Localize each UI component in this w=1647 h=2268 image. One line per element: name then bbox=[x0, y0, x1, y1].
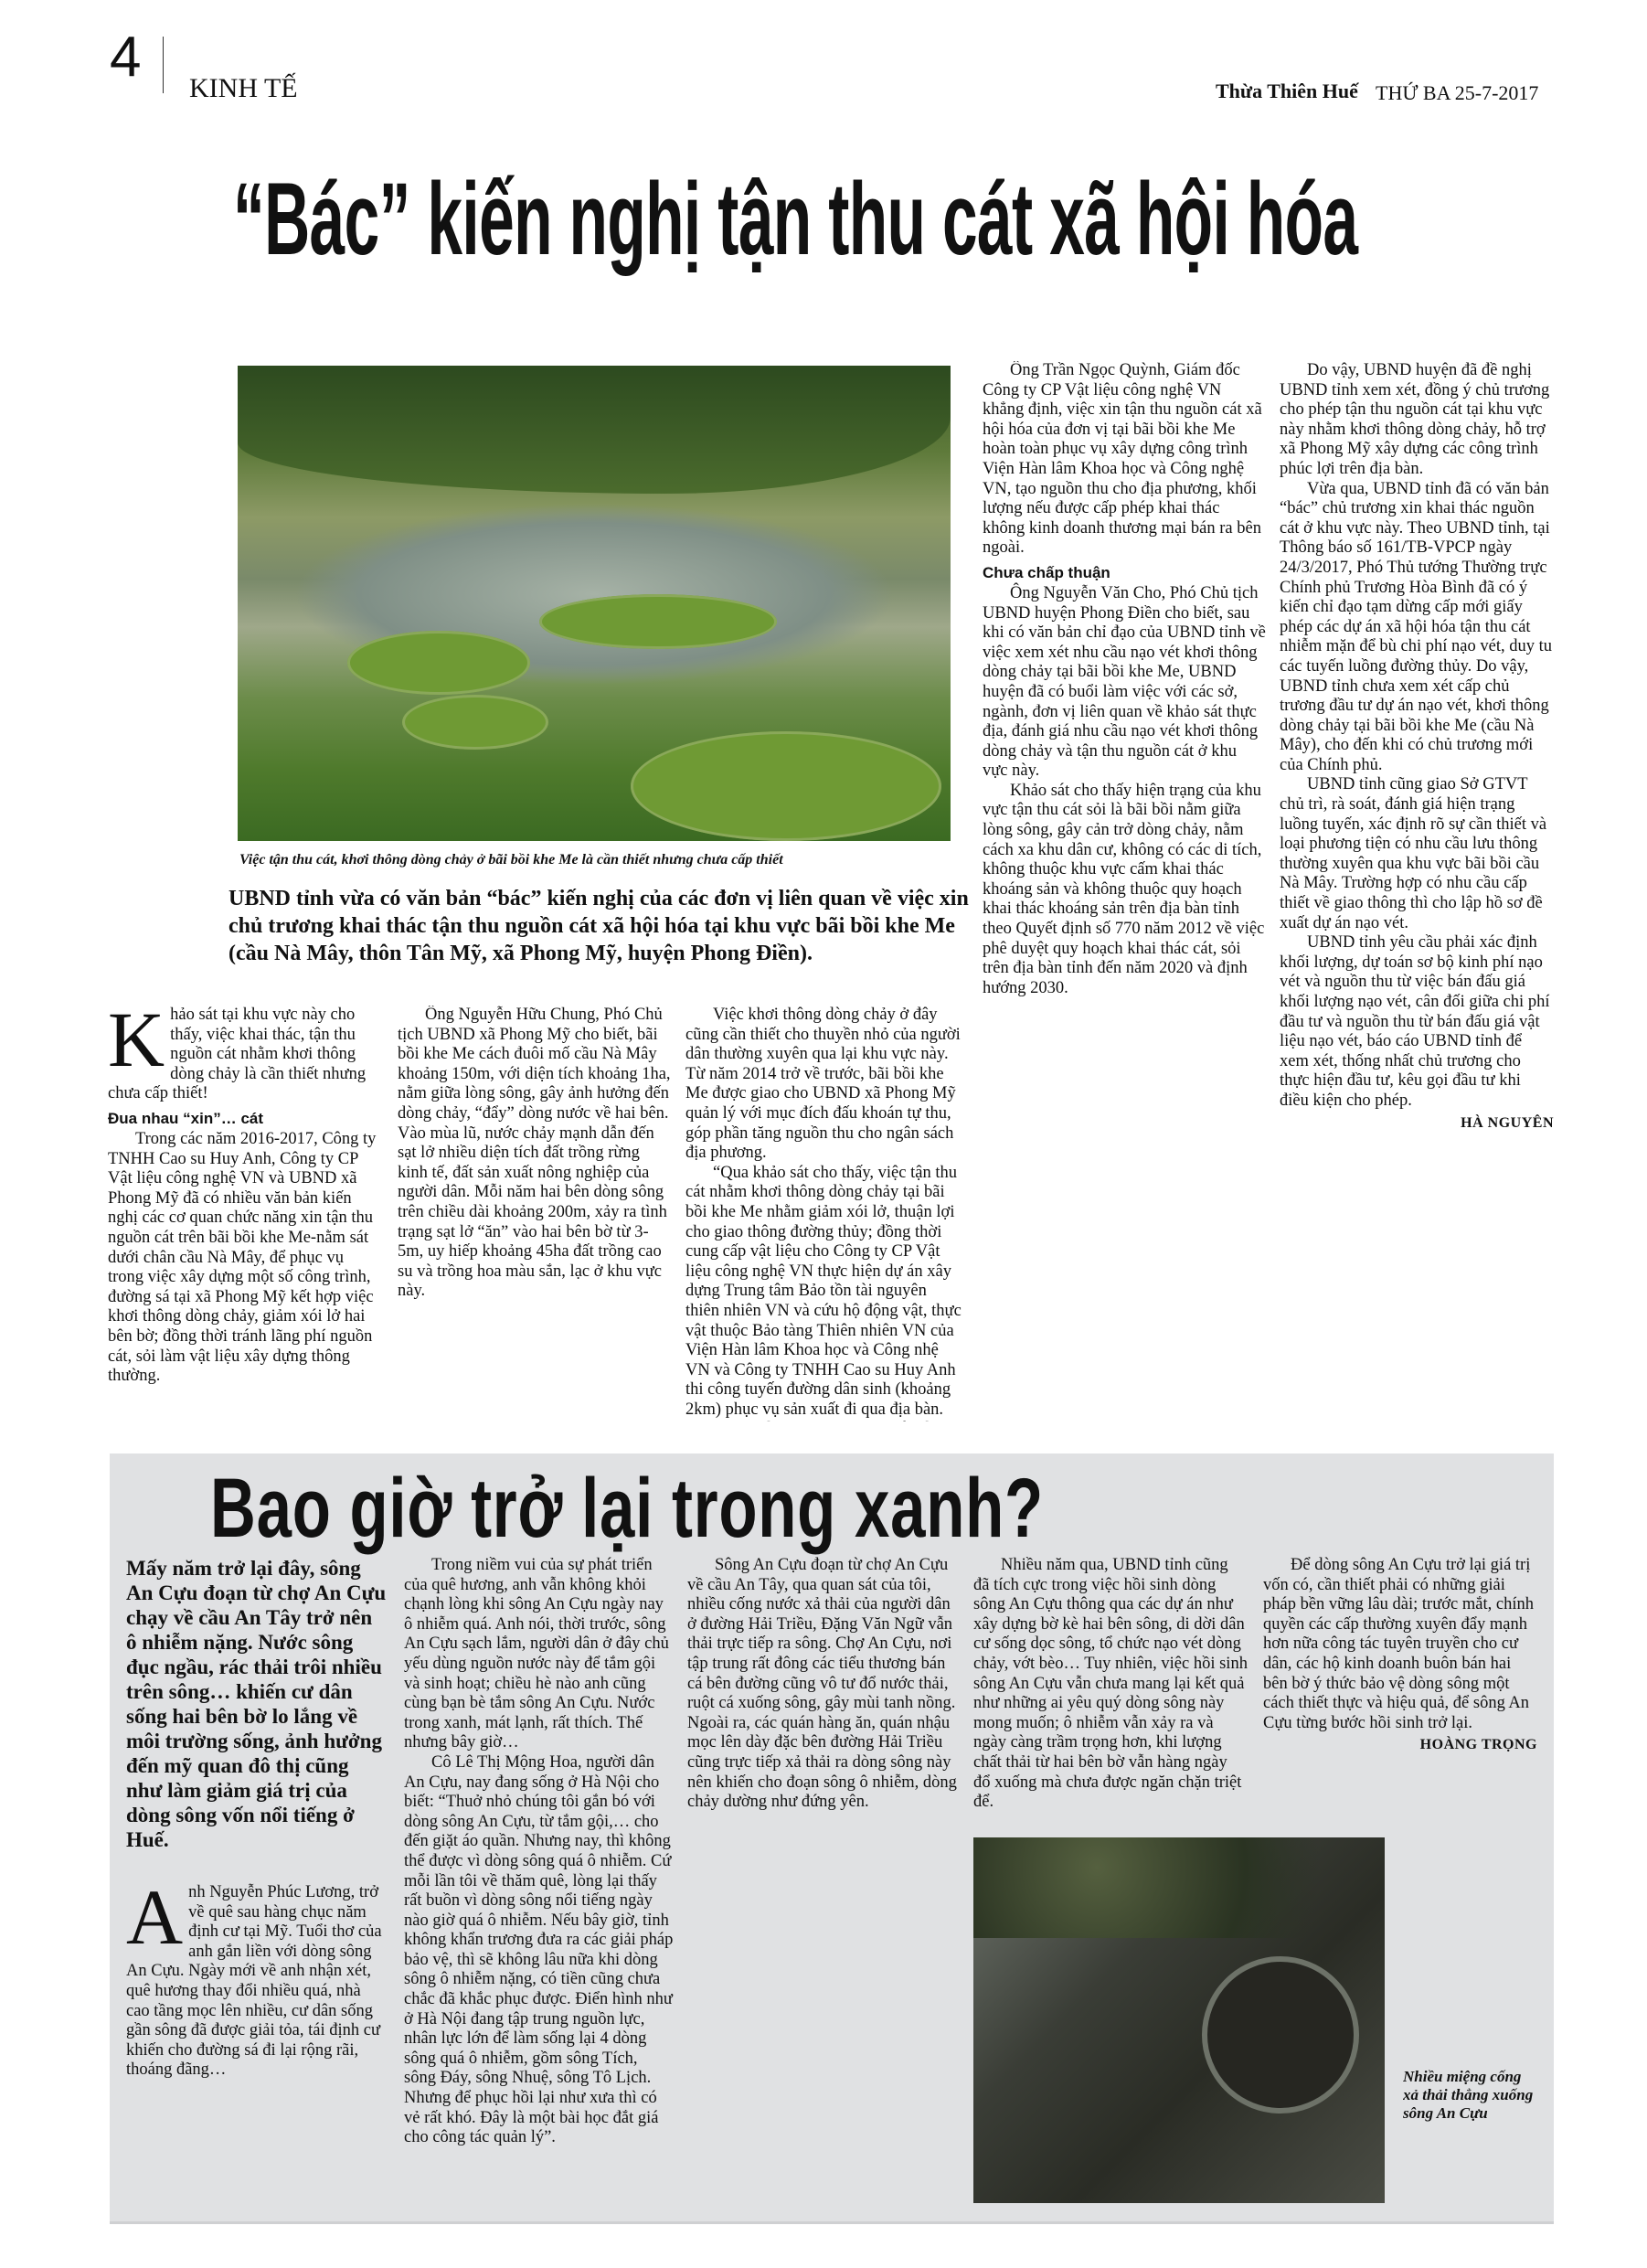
article2-paragraph: Để dòng sông An Cựu trở lại giá trị vốn có, cần thiết phải có những giải pháp bền vững lâu dài; trước mắt, chính quyền các cấp thường xuyên đẩy mạnh hơn nữa công tác tuyên truyền cho cư dân, các hộ kinh doanh buôn bán hai bên bờ ý thức bảo vệ dòng sông một cách thiết thực và hiệu quả, để sông An Cựu từng bước hồi sinh trở lại. bbox=[1263, 1556, 1534, 1732]
article1-lead: UBND tỉnh vừa có văn bản “bác” kiến nghị của các đơn vị liên quan về việc xin chủ trương khai thác tận thu nguồn cát xã hội hóa tại khu vực bãi bồi khe Me (cầu Nà Mây, thôn Tân Mỹ, xã Phong Mỹ, huyện Phong Điền). bbox=[228, 887, 969, 965]
article1-headline: “Bác” kiến nghị tận thu cát xã hội hóa bbox=[233, 162, 1358, 276]
article1-column-5 bbox=[1280, 361, 1554, 1426]
article2-intro: nh Nguyễn Phúc Lương, trở về quê sau hàng chục năm định cư tại Mỹ. Tuổi thơ của anh gắn liền với dòng sông An Cựu. Ngày mới về anh nhận xét, quê hương thay đổi nhiều quá, nhà cao tầng mọc lên nhiều, cư dân sống gần sông đã được giải tỏa, tái định cư khiến cho đường sá đi lại rộng rãi, thoáng đãng… bbox=[126, 1883, 382, 2080]
article1-paragraph: Khảo sát cho thấy hiện trạng của khu vực tận thu cát sỏi là bãi bồi nằm giữa lòng sông, gây cản trở dòng chảy, nằm cách xa khu dân cư, không có các di tích, không thuộc khu vực cấm khai thác khoáng sản và không thuộc quy hoạch khai thác khoáng sản trên địa bàn tỉnh theo Quyết định số 770 năm 2012 về việc phê duyệt quy hoạch khai thác cát, sỏi trên địa bàn tỉnh đến năm 2020 và định hướng 2030. bbox=[983, 781, 1265, 997]
article2-column-3 bbox=[687, 1556, 960, 2207]
sewer-pipe-shape bbox=[1202, 1956, 1359, 2114]
dropcap-a: A bbox=[126, 1883, 184, 1961]
article1-paragraph: Ông Nguyễn Văn Cho, Phó Chủ tịch UBND huyện Phong Điền cho biết, sau khi có văn bản chỉ đạo của UBND tỉnh về việc xem xét nhu cầu nạo vét khơi thông dòng chảy tại bãi bồi khe Me, UBND huyện đã có buổi làm việc với các sở, ngành, đơn vị liên quan về khảo sát thực địa, đánh giá nhu cầu nạo vét khơi thông dòng chảy và tận thu nguồn cát ở khu vực này. bbox=[983, 583, 1266, 781]
forest-hill-shape bbox=[238, 366, 951, 494]
tree-leaves-shape bbox=[973, 1837, 1385, 1938]
article2-paragraph: Trong niềm vui của sự phát triển của quê hương, anh vẫn không khỏi chạnh lòng khi sông An Cựu ngày nay ô nhiễm quá. Anh nói, thời trước, sông An Cựu sạch lắm, người dân ở đây chủ yếu dùng nguồn nước này để tắm gội và sinh hoạt; chiều hè nào anh cũng cùng bạn bè tắm sông An Cựu. Nước trong xanh, mát lạnh, rất thích. Thế nhưng bây giờ… bbox=[404, 1556, 669, 1752]
sewer-outlet-photo bbox=[973, 1837, 1385, 2203]
masthead-divider bbox=[163, 37, 164, 93]
grass-island-shape bbox=[402, 695, 548, 750]
article1-paragraph: Việc khơi thông dòng chảy ở đây cũng cần thiết cho thuyền nhỏ của người dân thường xuyên qua lại khu vực này. Từ năm 2014 trở về trước, bãi bồi khe Me được giao cho UBND xã Phong Mỹ quản lý với mục đích đấu khoán tự thu, góp phần tăng nguồn thu cho ngân sách địa phương. bbox=[685, 1006, 961, 1163]
article1-paragraph: Do vậy, UBND huyện đã đề nghị UBND tỉnh xem xét, đồng ý chủ trương cho phép tận thu nguồn cát tại khu vực này nhằm khơi thông dòng chảy, hỗ trợ xã Phong Mỹ xây dựng các công trình phúc lợi trên địa bàn. bbox=[1280, 361, 1550, 478]
subheading-dua-nhau-xin-cat: Đua nhau “xin”… cát bbox=[108, 1109, 264, 1127]
page-number: 4 bbox=[110, 26, 142, 89]
grass-island-shape bbox=[347, 631, 530, 695]
article1-column-2 bbox=[398, 1006, 672, 1421]
article1-column-3 bbox=[685, 1006, 964, 1421]
article2-lead: Mấy năm trở lại đây, sông An Cựu đoạn từ chợ An Cựu chạy về cầu An Tây trở nên ô nhiễm nặng. Nước sông đục ngầu, rác thải trôi nhiều trên sông… khiến cư dân sống hai bên bờ lo lắng về môi trường sống, ảnh hưởng đến mỹ quan đô thị cũng như làm giảm giá trị của dòng sông vốn nổi tiếng ở Huế. bbox=[126, 1557, 387, 1851]
river-sandbar-photo bbox=[238, 366, 951, 841]
photo1-caption: Việc tận thu cát, khơi thông dòng chảy ở bãi bồi khe Me là cần thiết nhưng chưa cấp thiết bbox=[239, 852, 783, 868]
section-name: KINH TẾ bbox=[189, 73, 298, 103]
article2-column-2 bbox=[404, 1556, 674, 2207]
article1-byline: HÀ NGUYÊN bbox=[1461, 1114, 1554, 1131]
dropcap-k: K bbox=[108, 1006, 165, 1083]
newspaper-name: Thừa Thiên Huế bbox=[1216, 80, 1358, 102]
article2-paragraph: Cô Lê Thị Mộng Hoa, người dân An Cựu, nay đang sống ở Hà Nội cho biết: “Thuở nhỏ chúng tôi gắn bó với dòng sông An Cựu, từ tắm gội,… cho đến giặt áo quần. Nhưng nay, thì không thể được vì dòng sông quá ô nhiễm. Cứ mỗi lần tôi về thăm quê, lòng lại thấy rất buồn vì dòng sông nổi tiếng ngày nào giờ quá ô nhiễm. Nếu bây giờ, tỉnh không khẩn trương đưa ra các giải pháp bảo vệ, thì sẽ không lâu nữa khi dòng sông ô nhiễm nặng, có tiền cũng chưa chắc đã khắc phục được. Điển hình như ở Hà Nội đang tập trung nguồn lực, nhân lực lớn để làm sống lại 4 dòng sông quá ô nhiễm, gồm sông Tích, sông Đáy, sông Nhuệ, sông Tô Lịch. Nhưng để phục hồi lại như xưa thì có vẻ rất khó. Đây là một bài học đắt giá cho công tác quản lý”. bbox=[404, 1752, 674, 2147]
photo2-caption: Nhiều miệng cống xả thải thẳng xuống sông An Cựu bbox=[1403, 2068, 1534, 2122]
article2-paragraph: Sông An Cựu đoạn từ chợ An Cựu về cầu An Tây, qua quan sát của tôi, nhiều cống nước xả thải của người dân ở đường Hải Triều, Đặng Văn Ngữ vẫn thải trực tiếp ra sông. Chợ An Cựu, nơi tập trung rất đông các tiểu thương bán cá bên đường cũng vô tư đổ nước thải, ruột cá xuống sông, gây mùi tanh nồng. Ngoài ra, các quán hàng ăn, quán nhậu mọc lên dày đặc bên đường Hải Triều cũng trực tiếp xả thải ra dòng sông này nên khiến cho đoạn sông ô nhiễm, dòng chảy dường như đứng yên. bbox=[687, 1556, 957, 1812]
article1-column-4 bbox=[983, 361, 1266, 1421]
article2-column-1 bbox=[126, 1883, 387, 2208]
article1-paragraph: UBND tỉnh cũng giao Sở GTVT chủ trì, rà soát, đánh giá hiện trạng luồng tuyến, xác định rõ sự cần thiết và loại phương tiện có nhu cầu lưu thông thường xuyên qua khu vực bãi bồi cầu Nà Mây. Trường hợp có nhu cầu cấp thiết về giao thông thì cho lập hồ sơ đề xuất dự án nạo vét. bbox=[1280, 775, 1547, 932]
article1-paragraph: Vừa qua, UBND tỉnh đã có văn bản “bác” chủ trương xin khai thác nguồn cát ở khu vực này. Theo UBND tỉnh, tại Thông báo số 161/TB-VPCP ngày 24/3/2017, Phó Thủ tướng Thường trực Chính phủ Trương Hòa Bình đã có ý kiến chỉ đạo tạm dừng cấp mới giấy phép các dự án xã hội hóa tận thu cát nhiễm mặn để bù chi phí nạo vét, duy tu các tuyến luồng đường thủy. Do vậy, UBND tỉnh chưa xem xét cấp chủ trương đầu tư dự án nạo vét, khơi thông dòng chảy tại bãi bồi khe Me (cầu Nà Mây), cho đến khi có chủ trương mới của Chính phủ. bbox=[1280, 479, 1552, 774]
article2-column-4 bbox=[973, 1556, 1248, 1830]
article2-paragraph: Nhiều năm qua, UBND tỉnh cũng đã tích cực trong việc hồi sinh dòng sông An Cựu thông qua các dự án như xây dựng bờ kè hai bên sông, di dời dân cư sống dọc sông, tổ chức nạo vét dòng chảy, vớt bèo… Tuy nhiên, việc hồi sinh sông An Cựu vẫn chưa mang lại kết quả như những ai yêu quý dòng sông này mong muốn; ô nhiễm vẫn xảy ra và ngày càng trầm trọng hơn, khi lượng chất thải từ hai bên bờ vẫn hàng ngày đổ xuống mà chưa được ngăn chặn triệt để. bbox=[973, 1556, 1248, 1812]
article2-column-5 bbox=[1263, 1556, 1537, 1830]
article1-paragraph: UBND tỉnh yêu cầu phải xác định khối lượng, dự toán sơ bộ kinh phí nạo vét và nguồn thu từ việc bán đấu giá khối lượng nạo vét, cân đối giữa chi phí đầu tư và nguồn thu từ bán đấu giá vật liệu nạo vét, báo cáo UBND tỉnh để xem xét, thống nhất chủ trương cho thực hiện đầu tư, kêu gọi đầu tư khi điều kiện cho phép. bbox=[1280, 933, 1550, 1110]
subheading-chua-chap-thuan: Chưa chấp thuận bbox=[983, 563, 1110, 581]
article1-intro: hảo sát tại khu vực này cho thấy, việc khai thác, tận thu nguồn cát nhằm khơi thông dòng chảy là cần thiết nhưng chưa cấp thiết! bbox=[108, 1006, 367, 1103]
issue-date: THỨ BA 25-7-2017 bbox=[1376, 81, 1539, 104]
article1-column-1 bbox=[108, 1006, 382, 1421]
article1-paragraph: “Qua khảo sát cho thấy, việc tận thu cát nhằm khơi thông dòng chảy tại bãi bồi khe Me nhằm giảm xói lở, thuận lợi cho giao thông đường thủy; đồng thời cung cấp vật liệu cho Công ty CP Vật liệu công nghệ VN thực hiện dự án xây dựng Trung tâm Bảo tồn tài nguyên thiên nhiên VN và cứu hộ động vật, thực vật thuộc Bảo tàng Thiên nhiên VN của Viện Hàn lâm Khoa học và Công nhệ VN và Công ty TNHH Cao su Huy Anh thi công tuyến đường dân sinh (khoảng 2km) phục vụ sản xuất đi qua địa bàn. bbox=[685, 1163, 962, 1419]
article2-byline: HOÀNG TRỌNG bbox=[1419, 1737, 1537, 1753]
grass-island-shape bbox=[631, 731, 941, 841]
grass-island-shape bbox=[539, 594, 777, 649]
article2-headline: Bao giờ trở lại trong xanh? bbox=[210, 1462, 1044, 1555]
article1-paragraph: Ông Trần Ngọc Quỳnh, Giám đốc Công ty CP Vật liệu công nghệ VN khẳng định, việc xin tận thu nguồn cát xã hội hóa của đơn vị tại bãi bồi khe Me hoàn toàn phục vụ xây dựng công trình Viện Hàn lâm Khoa học và Công nghệ VN, tạo nguồn thu cho địa phương, khối lượng nếu được cấp phép khai thác không kinh doanh thương mại bán ra bên ngoài. bbox=[983, 361, 1262, 558]
article1-paragraph: Ông Nguyễn Hữu Chung, Phó Chủ tịch UBND xã Phong Mỹ cho biết, bãi bồi khe Me cách đuôi mố cầu Nà Mây khoảng 150m, với diện tích khoảng 1ha, nằm giữa lòng sông, gây ảnh hưởng đến dòng chảy, “đẩy” dòng nước về hai bên. Vào mùa lũ, nước chảy mạnh dẫn đến sạt lở nhiều diện tích đất trồng rừng kinh tế, đất sản xuất nông nghiệp của người dân. Mỗi năm hai bên dòng sông trên chiều dài khoảng 200m, xảy ra tình trạng sạt lở “ăn” vào hai bên bờ từ 3-5m, uy hiếp khoảng 45ha đất trồng cao su và trồng hoa màu sắn, lạc ở khu vực này. bbox=[398, 1006, 671, 1301]
article1-paragraph: Trong các năm 2016-2017, Công ty TNHH Cao su Huy Anh, Công ty CP Vật liệu công nghệ VN và UBND xã Phong Mỹ đã có nhiều văn bản kiến nghị các cơ quan chức năng xin tận thu nguồn cát trên bãi bồi khe Me-nằm sát dưới chân cầu Nà Mây, để phục vụ trong việc xây dựng một số công trình, đường sá tại xã Phong Mỹ kết hợp việc khơi thông dòng chảy, giảm xói lở hai bên bờ; đồng thời tránh lãng phí nguồn cát, sỏi làm vật liệu xây dựng thông thường. bbox=[108, 1129, 377, 1386]
